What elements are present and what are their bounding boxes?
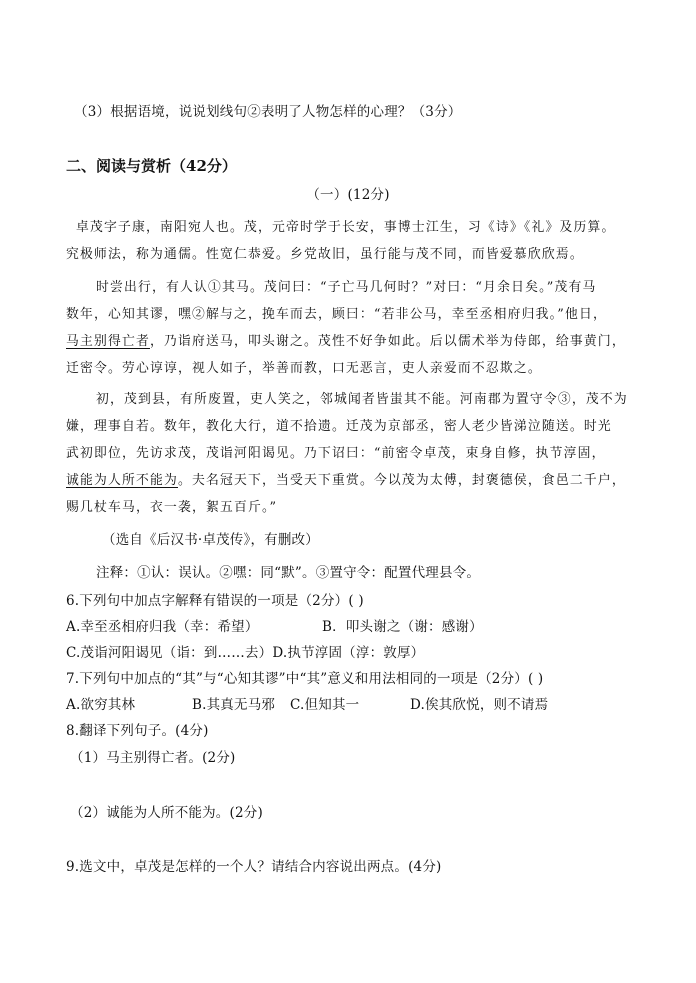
- option-a: A.欲穷其林: [66, 697, 136, 713]
- question-6-options-row-1: [66, 615, 483, 635]
- passage-line: [66, 330, 626, 349]
- option-d: D.俟其欣悦，则不请焉: [410, 697, 549, 713]
- passage-line: 究极师法，称为通儒。性宽仁恭爱。乡党故旧，虽行能与茂不同，而皆爱慕欣欣焉。: [66, 247, 584, 262]
- option-d: D.执节淳固（淳：敦厚）: [272, 645, 425, 661]
- option-c: C.茂诣河阳谒见（诣：到……去）: [66, 645, 273, 661]
- part-1-title: （一）(12分): [306, 187, 390, 203]
- passage-line: 初，茂到县，有所废置，吏人笑之，邻城闻者皆蚩其不能。河南郡为置守令③，茂不为: [96, 392, 628, 407]
- passage-line: 时尝出行，有人认①其马。茂问曰：“子亡马几何时？”对曰：“月余日矣。”茂有马: [96, 280, 597, 295]
- underlined-sentence-2: 诚能为人所不能为: [66, 473, 178, 488]
- passage-line: 嫌，理事自若。数年，教化大行，道不拾遗。迁茂为京部丞，密人老少皆涕泣随送。时光: [66, 419, 612, 434]
- question-8-sentence-1: （1）马主别得亡者。(2分): [70, 750, 236, 766]
- question-8-sentence-2: （2）诚能为人所不能为。(2分): [70, 805, 263, 821]
- option-b: B.其真无马邪: [192, 697, 276, 713]
- passage-line: [66, 469, 626, 488]
- passage-line: 卓茂字子康，南阳宛人也。茂，元帝时学于长安，事博士江生，习《诗》《礼》及历算。: [76, 220, 616, 235]
- question-7-stem: 7.下列句中加点的“其”与“心知其谬”中“其”意义和用法相同的一项是（2分）( ): [66, 671, 544, 687]
- question-8-stem: 8.翻译下列句子。(4分): [66, 723, 209, 739]
- question-9-stem: 9.选文中，卓茂是怎样的一个人？请结合内容说出两点。(4分): [66, 859, 442, 875]
- question-7-options: [66, 693, 548, 713]
- passage-line: 数年，心知其谬，嘿②解与之，挽车而去，顾曰：“若非公马，幸至丞相府归我。”他日，: [66, 307, 607, 322]
- option-b: B．叩头谢之（谢：感谢）: [322, 619, 483, 635]
- question-prev-3: （3）根据语境，说说划线句②表明了人物怎样的心理？（3分）: [74, 104, 462, 120]
- question-6-options-row-2: [66, 641, 424, 661]
- passage-line: 武初即位，先访求茂，茂诣河阳谒见。乃下诏曰：“前密令卓茂，束身自修，执节淳固，: [66, 446, 606, 461]
- option-a: A.幸至丞相府归我（幸：希望）: [66, 619, 259, 635]
- question-6-stem: 6.下列句中加点字解释有错误的一项是（2分）( ): [66, 593, 364, 609]
- passage-line: 赐几杖车马，衣一袭，絮五百斤。”: [66, 500, 278, 515]
- underlined-sentence-1: 马主别得亡者: [66, 334, 150, 349]
- option-c: C.但知其一: [290, 697, 360, 713]
- passage-source: （选自《后汉书·卓茂传》，有删改）: [102, 532, 319, 548]
- passage-notes: 注释：①认：误认。②嘿：同“默”。③置守令：配置代理县令。: [96, 565, 481, 581]
- section-2-title: 二、阅读与赏析（42分）: [66, 157, 237, 175]
- passage-text: 。夫名冠天下，当受天下重赏。今以茂为太傅，封褒德侯，食邑二千户，: [177, 473, 626, 488]
- passage-line: 迁密令。劳心谆谆，视人如子，举善而教，口无恶言，吏人亲爱而不忍欺之。: [66, 361, 542, 376]
- passage-text: ，乃诣府送马，叩头谢之。茂性不好争如此。后以儒术举为侍郎，给事黄门，: [149, 334, 626, 349]
